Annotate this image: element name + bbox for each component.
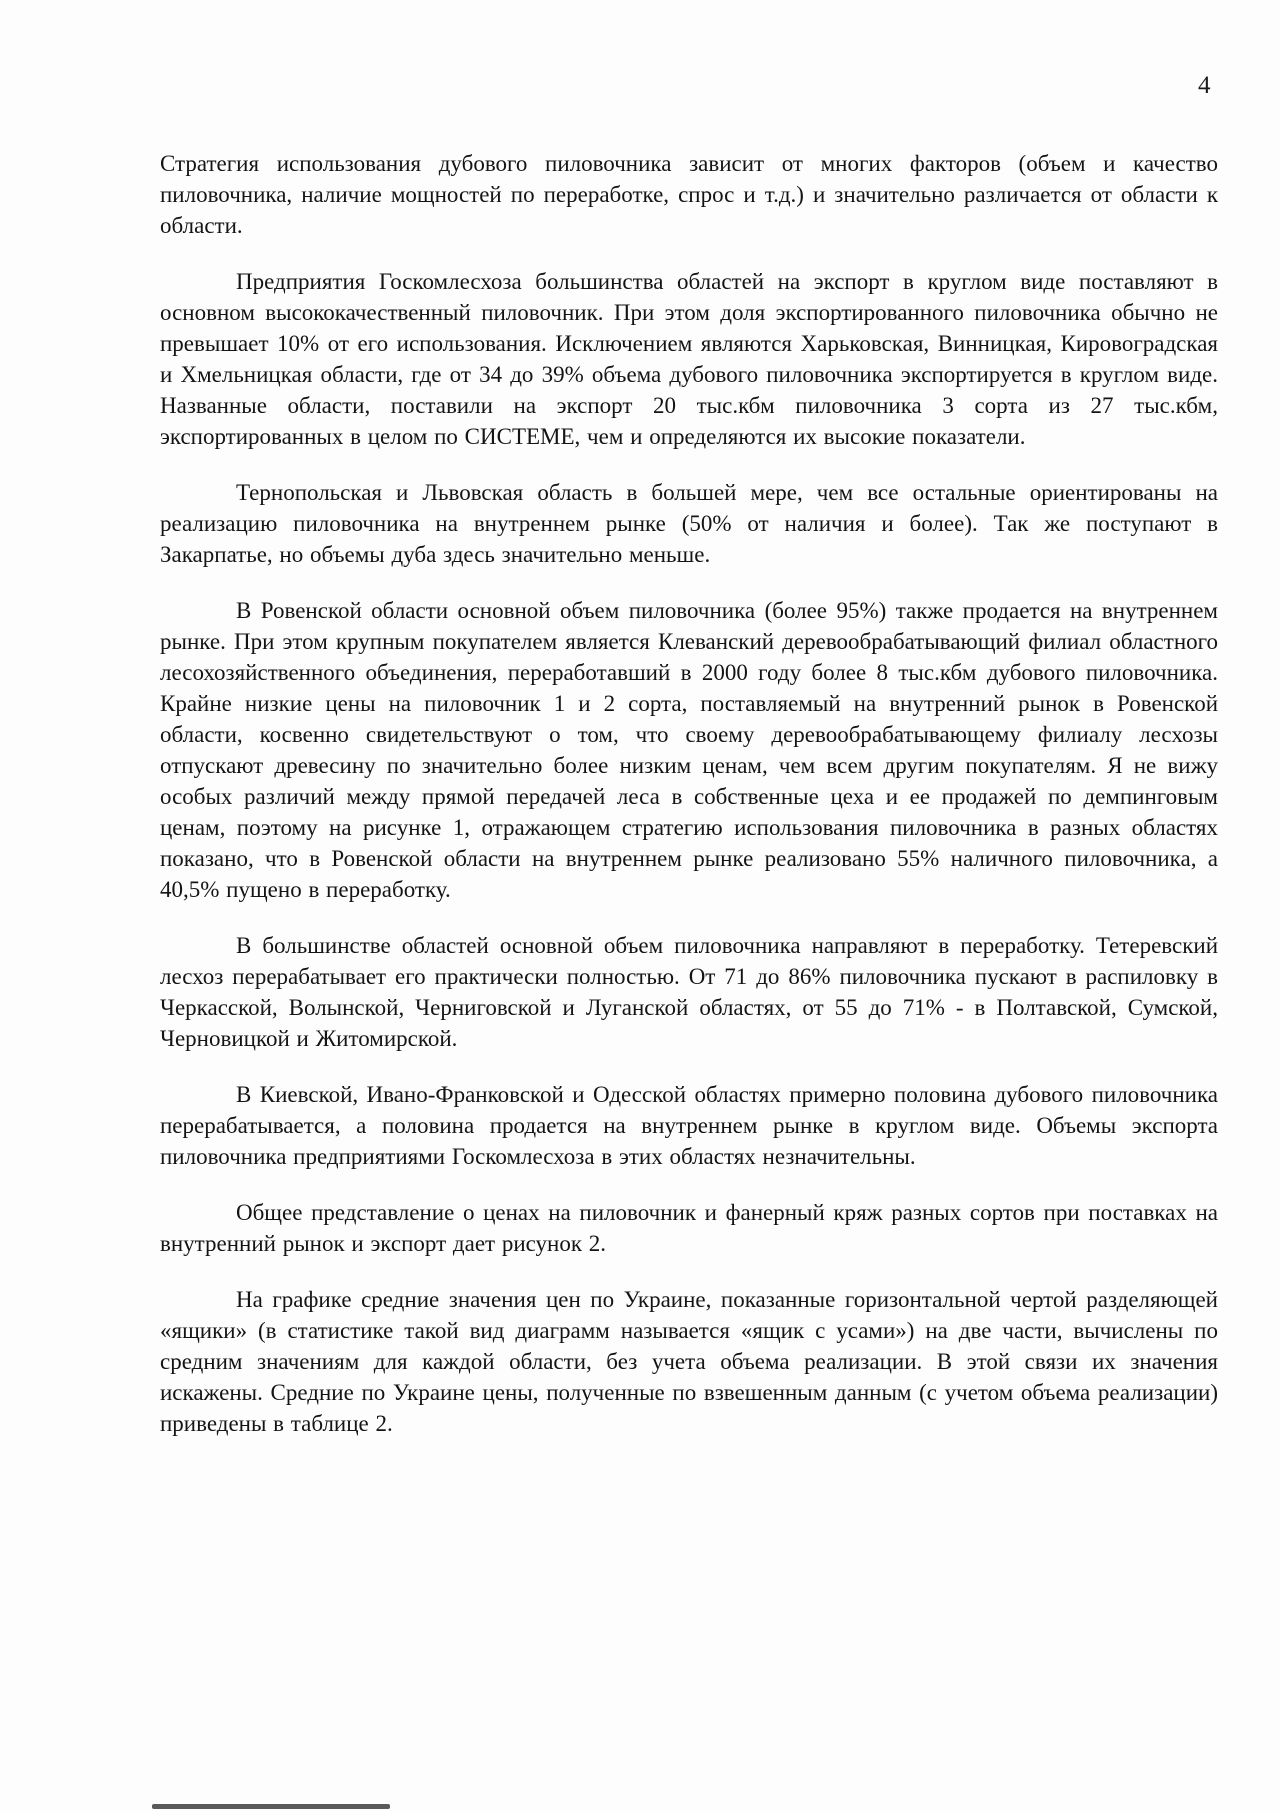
paragraph-ternopol-lvov: Тернопольская и Львовская область в большей мере, чем все остальные ориентированы на реализацию пиловочника на внутреннем рынке (50% от наличия и более). Так же поступают в Закарпатье, но объемы дуба здесь значительно меньше. [160,480,1218,567]
scan-artifact-line [152,1804,390,1809]
paragraph-processing-majority: В большинстве областей основной объем пиловочника направляют в переработку. Тетеревский лесхоз перерабатывает его практически полностью. От 71 до 86% пиловочника пускают в распиловку в Черкасской, Волынской, Черниговской и Луганской областях, от 55 до 71% - в Полтавской, Сумской, Черновицкой и Житомирской. [160,933,1218,1051]
document-body [160,148,1218,1464]
paragraph-boxplot-explanation: На графике средние значения цен по Украине, показанные горизонтальной чертой разделяющей «ящики» (в статистике такой вид диаграмм называется «ящик с усами») на две части, вычислены по средним значениям для каждой области, без учета объема реализации. В этой связи их значения искажены. Средние по Украине цены, полученные по взвешенным данным (с учетом объема реализации) приведены в таблице 2. [160,1287,1218,1436]
paragraph-kiev-ivano-odessa: В Киевской, Ивано-Франковской и Одесской областях примерно половина дубового пиловочника перерабатывается, а половина продается на внутреннем рынке в круглом виде. Объемы экспорта пиловочника предприятиями Госкомлесхоза в этих областях незначительны. [160,1082,1218,1169]
paragraph-strategy-intro: Стратегия использования дубового пиловочника зависит от многих факторов (объем и качество пиловочника, наличие мощностей по переработке, спрос и т.д.) и значительно различается от области к области. [160,151,1218,238]
page-number: 4 [1198,72,1211,99]
paragraph-rovno-region: В Ровенской области основной объем пиловочника (более 95%) также продается на внутреннем рынке. При этом крупным покупателем является Клеванский деревообрабатывающий филиал областного лесохозяйственного объединения, переработавший в 2000 году более 8 тыс.кбм дубового пиловочника. Крайне низкие цены на пиловочник 1 и 2 сорта, поставляемый на внутренний рынок в Ровенской области, косвенно свидетельствуют о том, что своему деревообрабатывающему филиалу лесхозы отпускают древесину по значительно более низким ценам, чем всем другим покупателям. Я не вижу особых различий между прямой передачей леса в собственные цеха и ее продажей по демпинговым ценам, поэтому на рисунке 1, отражающем стратегию использования пиловочника в разных областях показано, что в Ровенской области на внутреннем рынке реализовано 55% наличного пиловочника, а 40,5% пущено в переработку. [160,598,1218,902]
paragraph-goskomleskhoz-export: Предприятия Госкомлесхоза большинства областей на экспорт в круглом виде поставляют в основном высококачественный пиловочник. При этом доля экспортированного пиловочника обычно не превышает 10% от его использования. Исключением являются Харьковская, Винницкая, Кировоградская и Хмельницкая области, где от 34 до 39% объема дубового пиловочника экспортируется в круглом виде. Названные области, поставили на экспорт 20 тыс.кбм пиловочника 3 сорта из 27 тыс.кбм, экспортированных в целом по СИСТЕМЕ, чем и определяются их высокие показатели. [160,269,1218,449]
paragraph-prices-figure2: Общее представление о ценах на пиловочник и фанерный кряж разных сортов при поставках на внутренний рынок и экспорт дает рисунок 2. [160,1200,1218,1256]
